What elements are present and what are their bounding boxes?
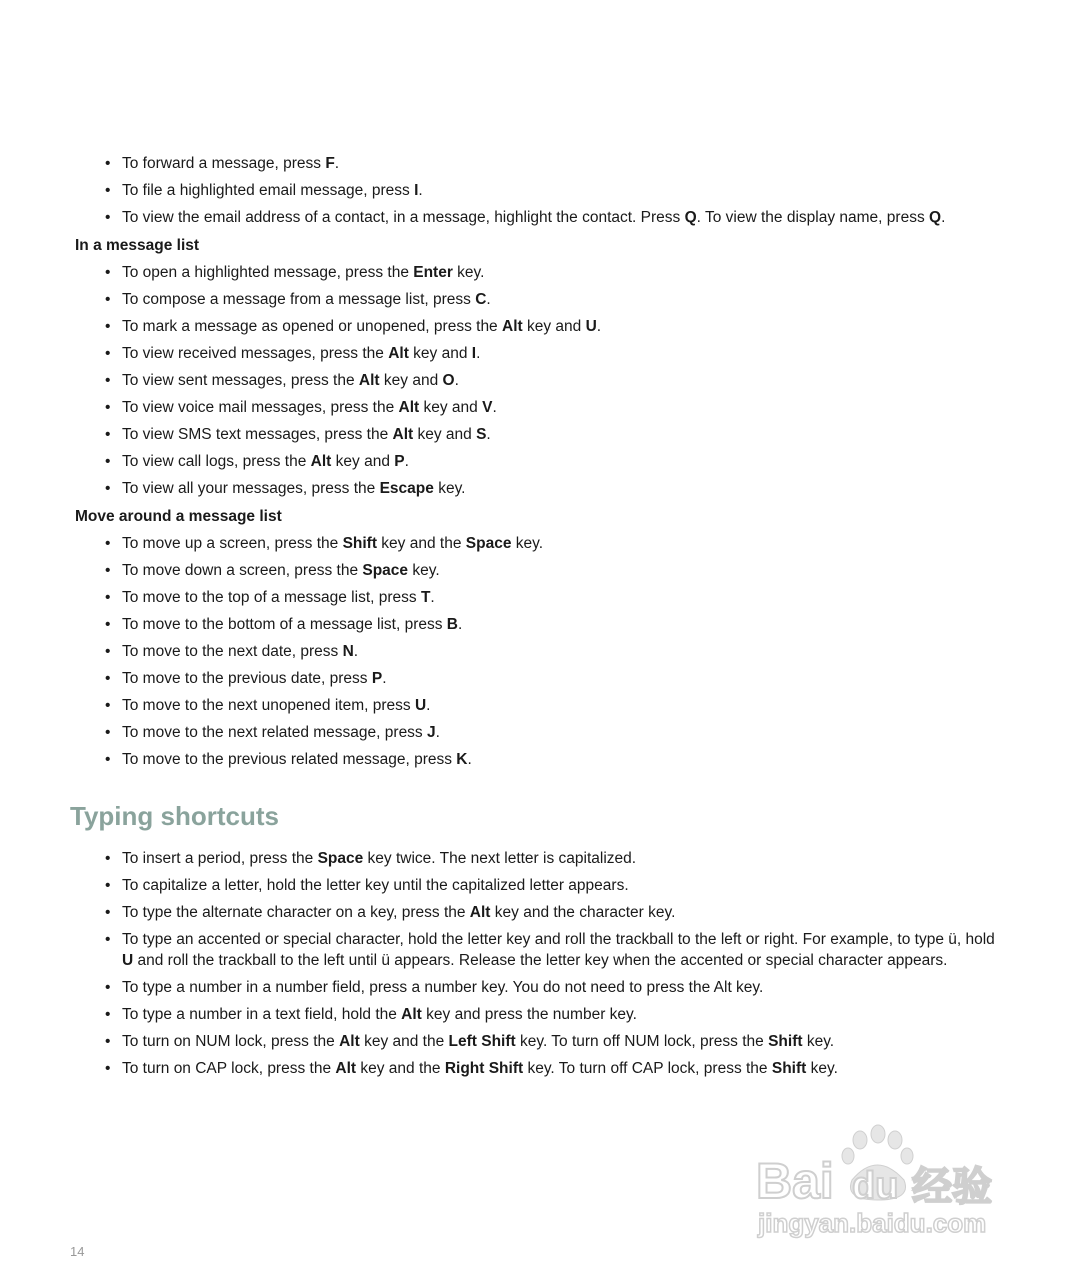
text-run: .: [418, 182, 423, 199]
text-run: .: [454, 372, 459, 389]
bullet-icon: •: [105, 209, 111, 226]
list-item: [105, 1058, 1005, 1079]
key-name: Alt: [469, 904, 491, 921]
text-run: .: [382, 670, 387, 687]
list-item: [105, 316, 1005, 337]
key-name: I: [414, 182, 419, 199]
text-run: .: [596, 318, 602, 335]
list-item: [105, 875, 1005, 896]
svg-text:经验: 经验: [912, 1164, 992, 1210]
key-name: Alt: [401, 1006, 422, 1023]
list-item: [105, 1004, 1005, 1025]
text-run: .: [941, 209, 946, 226]
text-run: To file a highlighted email message, press: [122, 182, 415, 199]
list-item: [105, 641, 1005, 662]
svg-text:Bai: Bai: [756, 1153, 834, 1209]
text-run: .: [334, 155, 340, 172]
list-item: [105, 180, 1005, 201]
bullet-icon: •: [105, 426, 111, 443]
text-run: .: [486, 426, 491, 443]
subheading-message-list: In a message list: [75, 237, 200, 254]
key-name: P: [394, 453, 405, 470]
text-run: To view voice mail messages, press the: [122, 399, 399, 416]
bullet-icon: •: [105, 155, 111, 172]
section-title-typing-shortcuts: Typing shortcuts: [70, 801, 279, 831]
list-item-text: [122, 262, 1005, 283]
list-item-text: [122, 587, 1005, 608]
text-run: To turn on CAP lock, press the: [122, 1060, 336, 1077]
key-name: S: [476, 426, 487, 443]
text-run: To compose a message from a message list, press: [122, 291, 476, 308]
list-item: [105, 262, 1005, 283]
text-run: To view received messages, press the: [122, 345, 389, 362]
bullet-icon: •: [105, 345, 111, 362]
key-name: Alt: [388, 345, 409, 362]
key-name: U: [414, 697, 427, 714]
list-item-text: [122, 668, 1005, 689]
bullet-icon: •: [105, 850, 111, 867]
bullet-icon: •: [105, 877, 111, 894]
bullet-icon: •: [105, 643, 111, 660]
text-run: To move to the next related message, press: [122, 724, 427, 741]
list-item: [105, 614, 1005, 635]
key-name: B: [446, 616, 458, 633]
bullet-icon: •: [105, 535, 111, 552]
bullet-icon: •: [105, 670, 111, 687]
bullet-icon: •: [105, 562, 111, 579]
list-item: [105, 153, 1005, 174]
text-run: To capitalize a letter, hold the letter key until the capitalized letter appears.: [122, 877, 629, 894]
key-name: Space: [317, 850, 364, 867]
bullet-icon: •: [105, 480, 111, 497]
list-item-text: [122, 848, 1005, 869]
list-item-text: [122, 180, 1005, 201]
list-item: [105, 424, 1005, 445]
text-run: key and the character key.: [490, 904, 676, 921]
bullet-icon: •: [105, 291, 111, 308]
key-name: Escape: [379, 480, 434, 497]
key-name: O: [442, 372, 455, 389]
list-item-text: [122, 533, 1005, 554]
text-run: key. To turn off NUM lock, press the: [515, 1033, 769, 1050]
text-run: .: [435, 724, 440, 741]
text-run: key. To turn off CAP lock, press the: [523, 1060, 772, 1077]
key-name: Left Shift: [448, 1033, 516, 1050]
bullet-icon: •: [105, 453, 111, 470]
text-run: key and: [408, 345, 472, 362]
text-run: .: [476, 345, 481, 362]
list-item-text: [122, 1031, 1005, 1052]
list-item-text: [122, 560, 1005, 581]
text-run: .: [426, 697, 431, 714]
key-name: C: [475, 291, 487, 308]
key-name: Alt: [339, 1033, 360, 1050]
text-run: .: [404, 453, 409, 470]
bullet-icon: •: [105, 589, 111, 606]
list-item-text: [122, 451, 1005, 472]
list-item-text: [122, 289, 1005, 310]
list-item-text: [122, 641, 1005, 662]
list-item: [105, 397, 1005, 418]
bullet-icon: •: [105, 904, 111, 921]
list-item-text: [122, 929, 1005, 971]
text-run: .: [430, 589, 435, 606]
text-run: key and: [379, 372, 443, 389]
bullet-icon: •: [105, 616, 111, 633]
text-run: To view the email address of a contact, in a message, highlight the contact. Press: [122, 209, 685, 226]
bullet-icon: •: [105, 697, 111, 714]
baidu-watermark-logo: [752, 1120, 1012, 1245]
list-item-text: [122, 875, 1005, 896]
key-name: T: [420, 589, 431, 606]
key-name: Alt: [335, 1060, 357, 1077]
text-run: .: [458, 616, 463, 633]
text-run: .: [353, 643, 359, 660]
key-name: Shift: [768, 1033, 803, 1050]
list-item-text: [122, 478, 1005, 499]
text-run: To turn on NUM lock, press the: [122, 1033, 340, 1050]
list-item: [105, 587, 1005, 608]
list-item-text: [122, 370, 1005, 391]
bullet-icon: •: [105, 318, 111, 335]
list-item: [105, 451, 1005, 472]
text-run: .: [467, 751, 472, 768]
list-item: [105, 722, 1005, 743]
bullet-icon: •: [105, 724, 111, 741]
text-run: .: [492, 399, 497, 416]
text-run: To move to the previous date, press: [122, 670, 372, 687]
key-name: Q: [684, 209, 697, 226]
text-run: To move to the top of a message list, press: [122, 589, 421, 606]
watermark-url: jingyan.baidu.com: [758, 1208, 987, 1238]
list-item: [105, 370, 1005, 391]
text-run: To move down a screen, press the: [122, 562, 363, 579]
list-item: [105, 533, 1005, 554]
list-item: [105, 848, 1005, 869]
text-run: To type a number in a number field, press a number key. You do not need to press the Alt key.: [122, 979, 764, 996]
text-run: and roll the trackball to the left until ü appears. Release the letter key when the accented or special character appears.: [133, 952, 948, 969]
text-run: To move to the next date, press: [122, 643, 343, 660]
list-item: [105, 560, 1005, 581]
text-run: To view SMS text messages, press the: [122, 426, 393, 443]
key-name: U: [122, 952, 134, 969]
list-item: [105, 668, 1005, 689]
key-name: Alt: [310, 453, 332, 470]
text-run: . To view the display name, press: [696, 209, 929, 226]
key-name: N: [342, 643, 354, 660]
text-run: key.: [802, 1033, 835, 1050]
list-item: [105, 977, 1005, 998]
key-name: Space: [465, 535, 512, 552]
text-run: key and the: [359, 1033, 449, 1050]
text-run: key twice. The next letter is capitalized.: [363, 850, 637, 867]
key-name: U: [585, 318, 597, 335]
key-name: Shift: [771, 1060, 807, 1077]
list-item: [105, 749, 1005, 770]
list-item-text: [122, 722, 1005, 743]
text-run: To type an accented or special character, hold the letter key and roll the trackball to the left or right. For example, to type ü, hold: [122, 931, 995, 948]
text-run: To type a number in a text field, hold the: [122, 1006, 402, 1023]
text-run: key and: [419, 399, 483, 416]
list-item: [105, 207, 1005, 228]
list-item-text: [122, 424, 1005, 445]
bullet-icon: •: [105, 182, 111, 199]
text-run: To open a highlighted message, press the: [122, 264, 414, 281]
text-run: To view sent messages, press the: [122, 372, 359, 389]
list-item: [105, 902, 1005, 923]
text-run: key.: [408, 562, 440, 579]
list-item: [105, 478, 1005, 499]
list-item-text: [122, 902, 1005, 923]
text-run: key and: [522, 318, 586, 335]
list-item-text: [122, 1058, 1005, 1079]
key-name: F: [325, 155, 335, 172]
text-run: key and the: [356, 1060, 445, 1077]
bullet-icon: •: [105, 1033, 111, 1050]
list-item-text: [122, 207, 1005, 228]
bullet-icon: •: [105, 372, 111, 389]
bullet-icon: •: [105, 399, 111, 416]
key-name: Alt: [392, 426, 414, 443]
key-name: V: [482, 399, 493, 416]
text-run: key and: [331, 453, 395, 470]
text-run: key.: [433, 480, 466, 497]
list-item-text: [122, 397, 1005, 418]
key-name: Space: [362, 562, 409, 579]
key-name: P: [371, 670, 383, 687]
text-run: To view call logs, press the: [122, 453, 311, 470]
list-item-text: [122, 977, 1005, 998]
text-run: To move to the next unopened item, press: [122, 697, 415, 714]
bullet-icon: •: [105, 979, 111, 996]
text-run: To insert a period, press the: [122, 850, 318, 867]
text-run: key and the: [377, 535, 466, 552]
text-run: key.: [806, 1060, 838, 1077]
text-run: To type the alternate character on a key, press the: [122, 904, 470, 921]
list-item-text: [122, 1004, 1005, 1025]
list-item: [105, 929, 1005, 971]
list-item: [105, 695, 1005, 716]
text-run: key and: [413, 426, 477, 443]
key-name: Right Shift: [444, 1060, 524, 1077]
text-run: To move to the previous related message, press: [122, 751, 457, 768]
list-item-text: [122, 316, 1005, 337]
key-name: Alt: [398, 399, 420, 416]
text-run: To view all your messages, press the: [122, 480, 380, 497]
bullet-icon: •: [105, 751, 111, 768]
list-item-text: [122, 153, 1005, 174]
text-run: To move up a screen, press the: [122, 535, 343, 552]
bullet-icon: •: [105, 1060, 111, 1077]
list-item: [105, 343, 1005, 364]
subheading-move-around: Move around a message list: [75, 508, 282, 525]
key-name: Enter: [413, 264, 453, 281]
text-run: To move to the bottom of a message list, press: [122, 616, 447, 633]
list-item-text: [122, 343, 1005, 364]
page-number: 14: [70, 1244, 85, 1259]
key-name: J: [427, 724, 436, 741]
text-run: key.: [452, 264, 485, 281]
key-name: I: [471, 345, 477, 362]
key-name: Shift: [342, 535, 377, 552]
bullet-icon: •: [105, 931, 111, 948]
key-name: Alt: [502, 318, 523, 335]
text-run: To forward a message, press: [122, 155, 326, 172]
text-run: .: [486, 291, 491, 308]
bullet-icon: •: [105, 264, 111, 281]
key-name: K: [456, 751, 468, 768]
list-item: [105, 1031, 1005, 1052]
key-name: Q: [929, 209, 942, 226]
key-name: Alt: [358, 372, 380, 389]
text-run: key and press the number key.: [421, 1006, 637, 1023]
list-item-text: [122, 749, 1005, 770]
text-run: key.: [511, 535, 544, 552]
text-run: To mark a message as opened or unopened, press the: [122, 318, 502, 335]
list-item-text: [122, 614, 1005, 635]
list-item: [105, 289, 1005, 310]
bullet-icon: •: [105, 1006, 111, 1023]
svg-text:du: du: [852, 1165, 899, 1207]
list-item-text: [122, 695, 1005, 716]
